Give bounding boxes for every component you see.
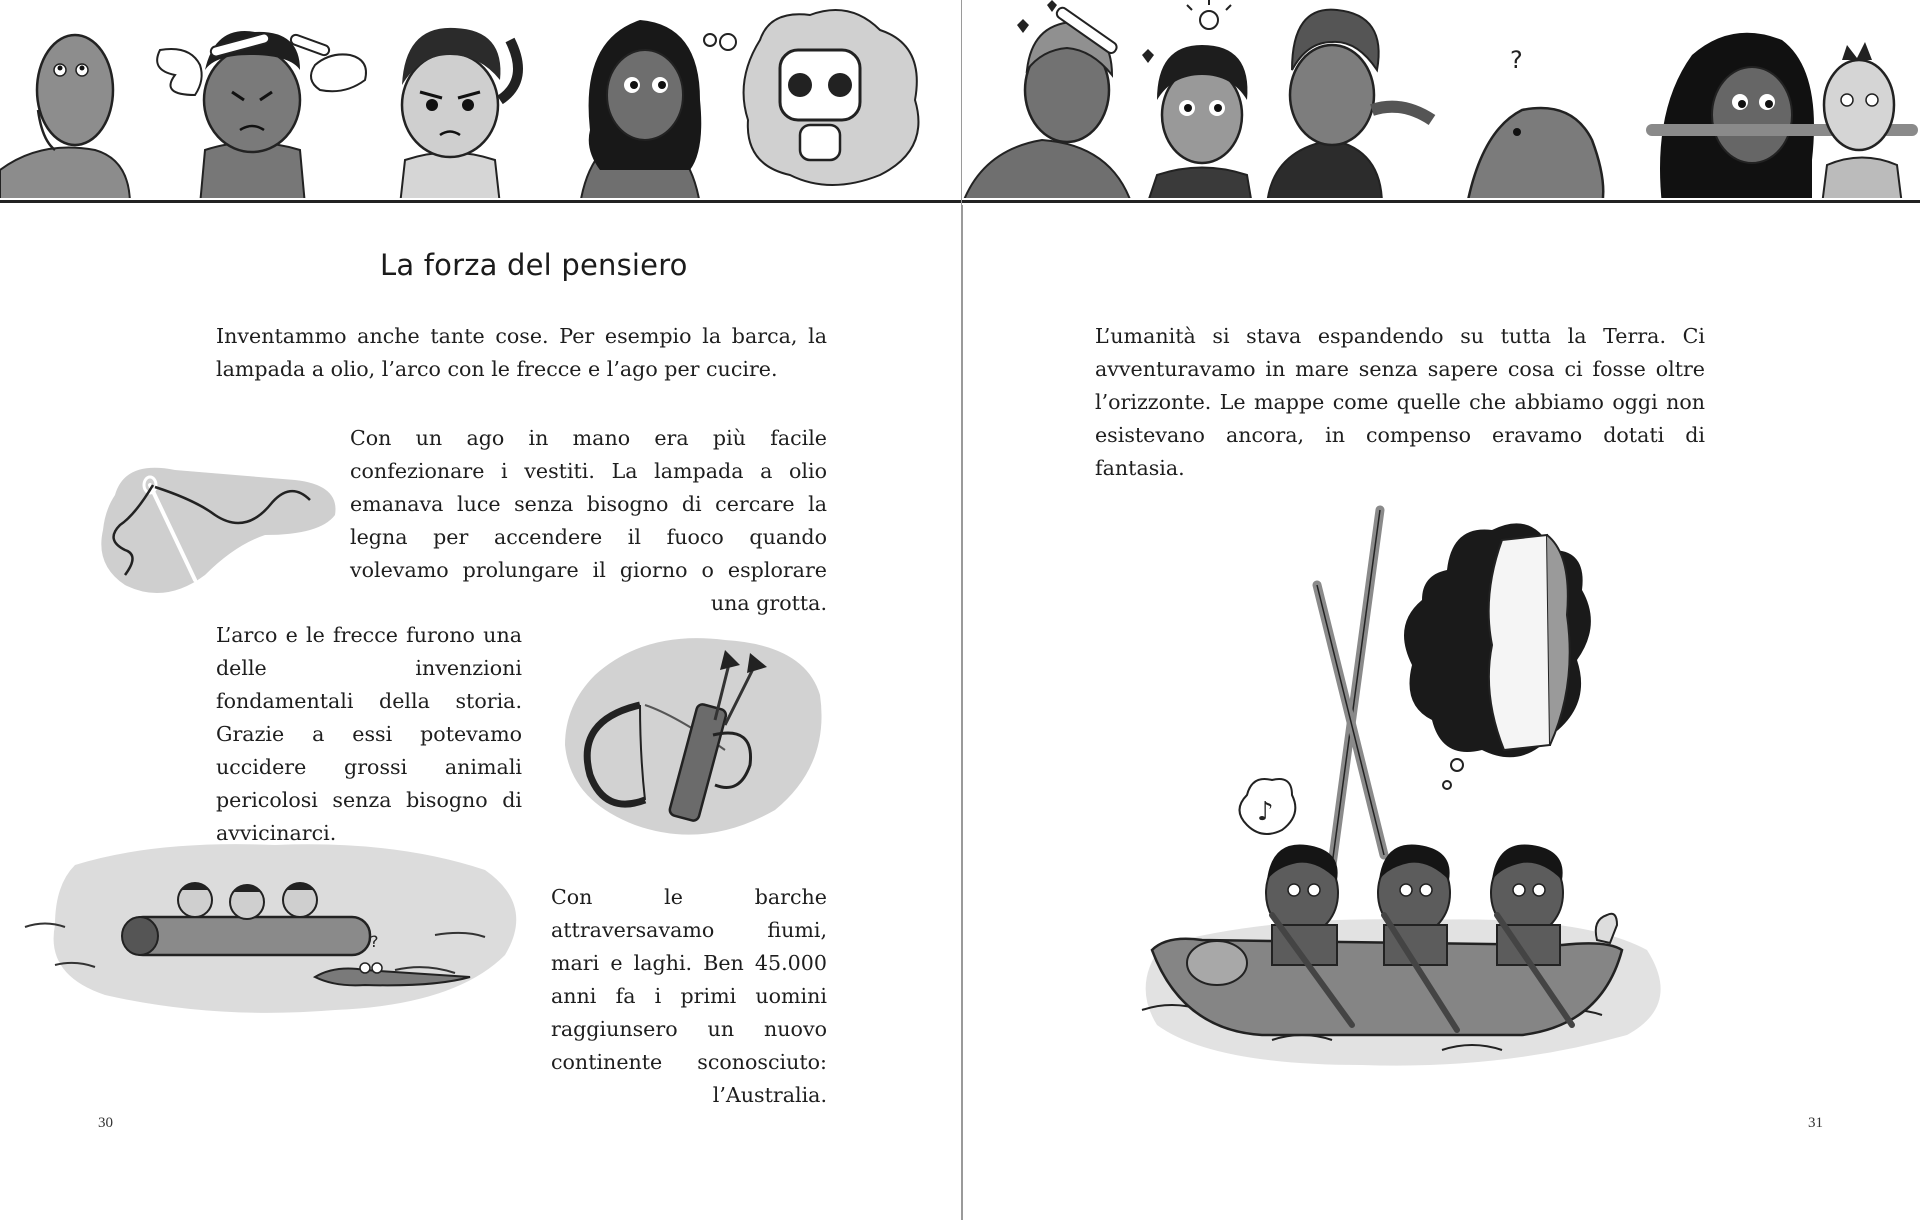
music-note-mark: ♪ <box>1257 797 1274 827</box>
cavemen-banner-left <box>0 0 961 205</box>
needle-lamp-paragraph: Con un ago in mano era più facile confezionare i vestiti. La lampada a olio emanava luce senza bisogno di cercare la legna per accendere il fuoco quando volevamo prolungare il giorno o esplorare una grotta. <box>350 426 827 615</box>
banner-question-mark: ? <box>1510 46 1523 74</box>
cavemen-banner-right <box>962 0 1920 205</box>
canoe-paddlers-illustration <box>1122 495 1682 1085</box>
bow-arrows-paragraph: L’arco e le frecce furono una delle invenzioni fondamentali della storia. Grazie a essi potevamo uccidere grossi animali pericolosi senza bisogno di avvicinarci. <box>216 623 522 845</box>
page-number-right: 31 <box>1808 1115 1823 1131</box>
page-number-left: 30 <box>98 1115 113 1131</box>
right-page <box>962 0 1920 1220</box>
needle-and-thread-illustration <box>95 455 340 600</box>
chapter-title: La forza del pensiero <box>380 248 688 282</box>
expansion-paragraph: L’umanità si stava espandendo su tutta la Terra. Ci avventuravamo in mare senza sapere cosa ci fosse oltre l’orizzonte. Le mappe come quelle che abbiamo oggi non esistevano ancora, in compenso eravamo dotati di fantasia. <box>1095 324 1705 480</box>
boats-paragraph: Con le barche attraversavamo fiumi, mari e laghi. Ben 45.000 anni fa i primi uomini raggiunsero un nuovo continente sconosciuto: l’Australia. <box>551 885 827 1107</box>
bow-and-quiver-illustration <box>555 625 830 840</box>
log-boat-crocodile-illustration <box>15 835 535 1020</box>
intro-paragraph: Inventammo anche tante cose. Per esempio la barca, la lampada a olio, l’arco con le frecce e l’ago per cucire. <box>216 324 827 381</box>
crocodile-question-mark: ? <box>370 932 379 951</box>
